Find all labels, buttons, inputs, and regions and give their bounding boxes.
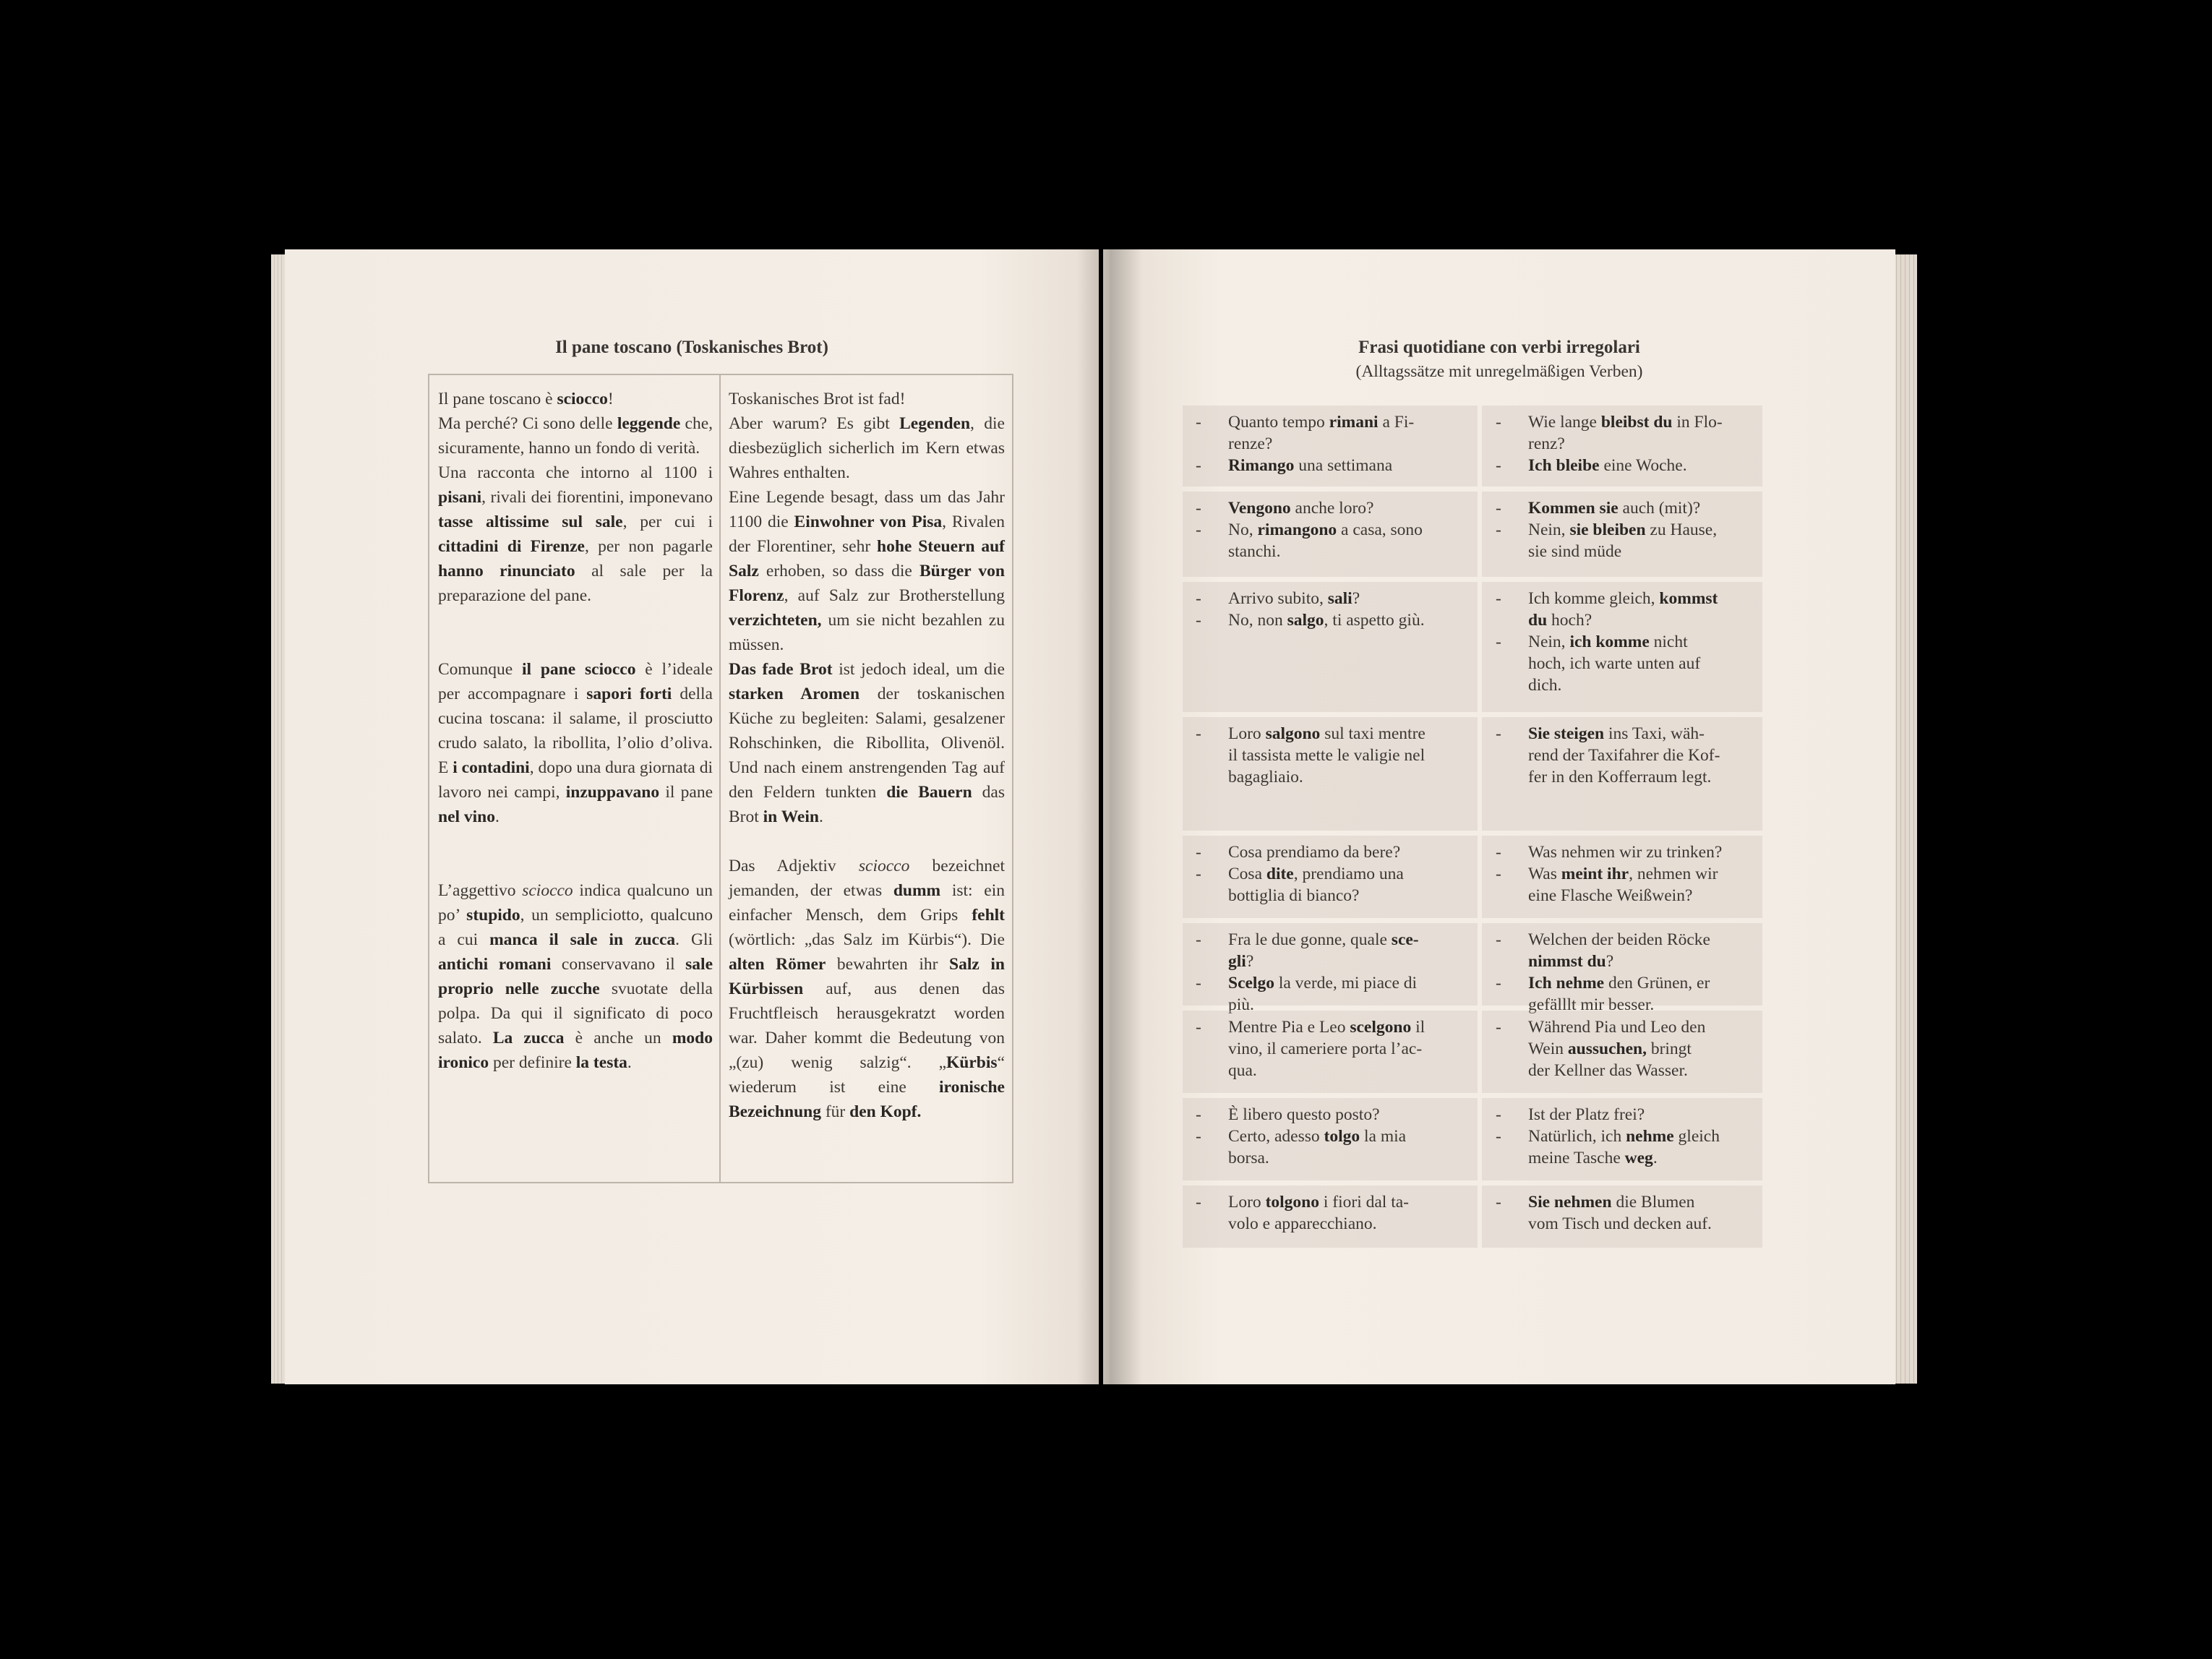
dash-marker: - xyxy=(1196,611,1201,630)
dash-marker: - xyxy=(1196,589,1201,608)
dash-marker: - xyxy=(1496,930,1501,949)
dash-marker: - xyxy=(1496,413,1501,432)
german-line: Ich nehme den Grünen, er xyxy=(1528,974,1710,993)
italian-column xyxy=(438,387,713,1075)
german-line: renz? xyxy=(1528,434,1565,453)
german-line: der Kellner das Wasser. xyxy=(1528,1061,1688,1080)
phrase-row xyxy=(1183,1186,1762,1248)
dash-marker: - xyxy=(1496,520,1501,539)
dash-marker: - xyxy=(1196,724,1201,743)
dash-marker: - xyxy=(1196,930,1201,949)
dash-marker: - xyxy=(1196,520,1201,539)
phrase-row xyxy=(1183,492,1762,577)
italian-line: Mentre Pia e Leo scelgono il xyxy=(1228,1018,1426,1037)
dash-marker: - xyxy=(1196,1018,1201,1037)
italian-line: bagagliaio. xyxy=(1228,768,1303,786)
italian-paragraph: Il pane toscano è sciocco! xyxy=(438,390,614,408)
dash-marker: - xyxy=(1496,865,1501,883)
italian-line: Scelgo la verde, mi piace di xyxy=(1228,974,1418,993)
italian-line: Vengono anche loro? xyxy=(1228,499,1374,518)
dash-marker: - xyxy=(1196,499,1201,518)
italian-line: No, rimangono a casa, sono xyxy=(1228,520,1423,539)
german-line: Ich komme gleich, kommst xyxy=(1528,589,1718,608)
italian-line: più. xyxy=(1228,995,1254,1014)
italian-line: No, non salgo, ti aspetto giù. xyxy=(1228,611,1425,630)
german-line: meine Tasche weg. xyxy=(1528,1149,1658,1167)
right-page xyxy=(1103,249,1895,1384)
german-line: dich. xyxy=(1528,676,1562,695)
german-line: Kommen sie auch (mit)? xyxy=(1528,499,1701,518)
german-line: gefälllt mir besser. xyxy=(1528,995,1655,1014)
dash-marker: - xyxy=(1196,1127,1201,1146)
italian-paragraph: L’aggettivo sciocco indica qualcuno un po’ stupido, un sempliciotto, qualcuno a cui manca il sale in zucca. Gli antichi romani conservavano il sale proprio nelle zucche svuotate della polpa. Da qui il significato di poco salato. La zucca è anche un modo ironico per definire la testa. xyxy=(438,881,713,1072)
paragraph-gap xyxy=(438,829,713,878)
german-line: Während Pia und Leo den xyxy=(1528,1018,1706,1037)
italian-line: Cosa prendiamo da bere? xyxy=(1228,843,1401,862)
left-page xyxy=(285,249,1099,1384)
dash-marker: - xyxy=(1496,1193,1501,1212)
phrase-row xyxy=(1183,836,1762,918)
italian-line: bottiglia di bianco? xyxy=(1228,886,1360,905)
dash-marker: - xyxy=(1496,1018,1501,1037)
dash-marker: - xyxy=(1196,1105,1201,1124)
right-page-title: Frasi quotidiane con verbi irregolari xyxy=(1358,338,1640,357)
page-edges-right xyxy=(1892,254,1917,1384)
dash-marker: - xyxy=(1496,974,1501,993)
german-column xyxy=(729,387,1005,1124)
german-paragraph: Das Adjektiv sciocco bezeichnet jemanden, der etwas dumm ist: ein einfacher Mensch, dem Grips fehlt (wörtlich: „das Salz im Kürbis“). Die alten Römer bewahrten ihr Salz in Kürbissen auf, aus denen das Fruchtfleisch herausgekratzt worden war. Daher kommt die Bedeutung von „(zu) wenig salzig“. „Kürbis“ wiederum ist eine ironische Bezeichnung für den Kopf. xyxy=(729,857,1005,1121)
italian-line: qua. xyxy=(1228,1061,1257,1080)
german-line: Wein aussuchen, bringt xyxy=(1528,1039,1692,1058)
paragraph-gap xyxy=(438,608,713,657)
german-line: sie sind müde xyxy=(1528,542,1622,561)
german-paragraph: Das fade Brot ist jedoch ideal, um die starken Aromen der toskanischen Küche zu begleiten: Salami, gesalzener Rohschinken, die Ribollita, Olivenöl. Und nach einem anstrengenden Tag auf den Feldern tunkten die Bauern das Brot in Wein. xyxy=(729,660,1005,826)
italian-line: volo e apparecchiano. xyxy=(1228,1214,1377,1233)
german-line: Nein, sie bleiben zu Hause, xyxy=(1528,520,1718,539)
german-line: Sie steigen ins Taxi, wäh- xyxy=(1528,724,1705,743)
phrase-row xyxy=(1183,1098,1762,1180)
dash-marker: - xyxy=(1196,456,1201,475)
dash-marker: - xyxy=(1496,843,1501,862)
phrase-row xyxy=(1183,923,1762,1014)
italian-line: stanchi. xyxy=(1228,542,1281,561)
dash-marker: - xyxy=(1196,974,1201,993)
german-line: Sie nehmen die Blumen xyxy=(1528,1193,1695,1212)
german-line: Ich bleibe eine Woche. xyxy=(1528,456,1687,475)
italian-line: renze? xyxy=(1228,434,1273,453)
german-line: rend der Taxifahrer die Kof- xyxy=(1528,746,1720,765)
german-paragraph: Aber warum? Es gibt Legenden, die diesbezüglich sicherlich im Kern etwas Wahres enthalten. xyxy=(729,414,1005,482)
italian-line: Arrivo subito, sali? xyxy=(1228,589,1360,608)
paragraph-gap xyxy=(729,829,1005,854)
dash-marker: - xyxy=(1496,499,1501,518)
dash-marker: - xyxy=(1496,589,1501,608)
phrase-row xyxy=(1183,406,1762,486)
german-line: Was nehmen wir zu trinken? xyxy=(1528,843,1723,862)
italian-line: È libero questo posto? xyxy=(1228,1105,1380,1124)
german-line: eine Flasche Weißwein? xyxy=(1528,886,1693,905)
italian-paragraph: Comunque il pane sciocco è l’ideale per accompagnare i sapori forti della cucina toscana: il salame, il prosciutto crudo salato, la ribollita, l’olio d’oliva. E i contadini, dopo una dura giornata di lavoro nei campi, inzuppavano il pane nel vino. xyxy=(438,660,713,826)
phrase-row xyxy=(1183,717,1762,831)
italian-line: Fra le due gonne, quale sce- xyxy=(1228,930,1419,949)
dash-marker: - xyxy=(1496,1127,1501,1146)
german-line: Ist der Platz frei? xyxy=(1528,1105,1645,1124)
italian-line: Cosa dite, prendiamo una xyxy=(1228,865,1404,883)
german-paragraph: Eine Legende besagt, dass um das Jahr 1100 die Einwohner von Pisa, Rivalen der Florentiner, sehr hohe Steuern auf Salz erhoben, so dass die Bürger von Florenz, auf Salz zur Brotherstellung verzichteten, um sie nicht bezahlen zu müssen. xyxy=(729,488,1005,654)
left-page-title: Il pane toscano (Toskanisches Brot) xyxy=(555,338,828,357)
phrase-row xyxy=(1183,1011,1762,1093)
german-line: du hoch? xyxy=(1528,611,1592,630)
table-divider xyxy=(719,375,721,1182)
german-line: Was meint ihr, nehmen wir xyxy=(1528,865,1718,883)
dash-marker: - xyxy=(1496,633,1501,651)
italian-line: Loro salgono sul taxi mentre xyxy=(1228,724,1426,743)
italian-line: Quanto tempo rimani a Fi- xyxy=(1228,413,1415,432)
german-line: Natürlich, ich nehme gleich xyxy=(1528,1127,1720,1146)
italian-paragraph: Una racconta che intorno al 1100 i pisani, rivali dei fiorentini, imponevano tasse altissime sul sale, per cui i cittadini di Firenze, per non pagarle hanno rinunciato al sale per la preparazione del pane. xyxy=(438,463,713,605)
german-line: Nein, ich komme nicht xyxy=(1528,633,1688,651)
phrase-row xyxy=(1183,582,1762,712)
italian-line: gli? xyxy=(1228,952,1254,971)
bilingual-table xyxy=(428,374,1013,1183)
german-line: nimmst du? xyxy=(1528,952,1614,971)
german-line: hoch, ich warte unten auf xyxy=(1528,654,1701,673)
spine xyxy=(1077,246,1142,1388)
italian-line: Loro tolgono i fiori dal ta- xyxy=(1228,1193,1409,1212)
dash-marker: - xyxy=(1196,1193,1201,1212)
german-line: vom Tisch und decken auf. xyxy=(1528,1214,1712,1233)
dash-marker: - xyxy=(1196,843,1201,862)
dash-marker: - xyxy=(1496,1105,1501,1124)
italian-line: il tassista mette le valigie nel xyxy=(1228,746,1426,765)
german-paragraph: Toskanisches Brot ist fad! xyxy=(729,390,906,408)
german-line: Welchen der beiden Röcke xyxy=(1528,930,1710,949)
german-line: Wie lange bleibst du in Flo- xyxy=(1528,413,1723,432)
italian-paragraph: Ma perché? Ci sono delle leggende che, sicuramente, hanno un fondo di verità. xyxy=(438,414,713,458)
italian-line: Certo, adesso tolgo la mia xyxy=(1228,1127,1407,1146)
italian-line: vino, il cameriere porta l’ac- xyxy=(1228,1039,1423,1058)
italian-line: Rimango una settimana xyxy=(1228,456,1393,475)
german-line: fer in den Kofferraum legt. xyxy=(1528,768,1712,786)
right-page-subtitle: (Alltagssätze mit unregelmäßigen Verben) xyxy=(1355,362,1643,381)
dash-marker: - xyxy=(1496,724,1501,743)
dash-marker: - xyxy=(1196,865,1201,883)
dash-marker: - xyxy=(1496,456,1501,475)
dash-marker: - xyxy=(1196,413,1201,432)
italian-line: borsa. xyxy=(1228,1149,1269,1167)
